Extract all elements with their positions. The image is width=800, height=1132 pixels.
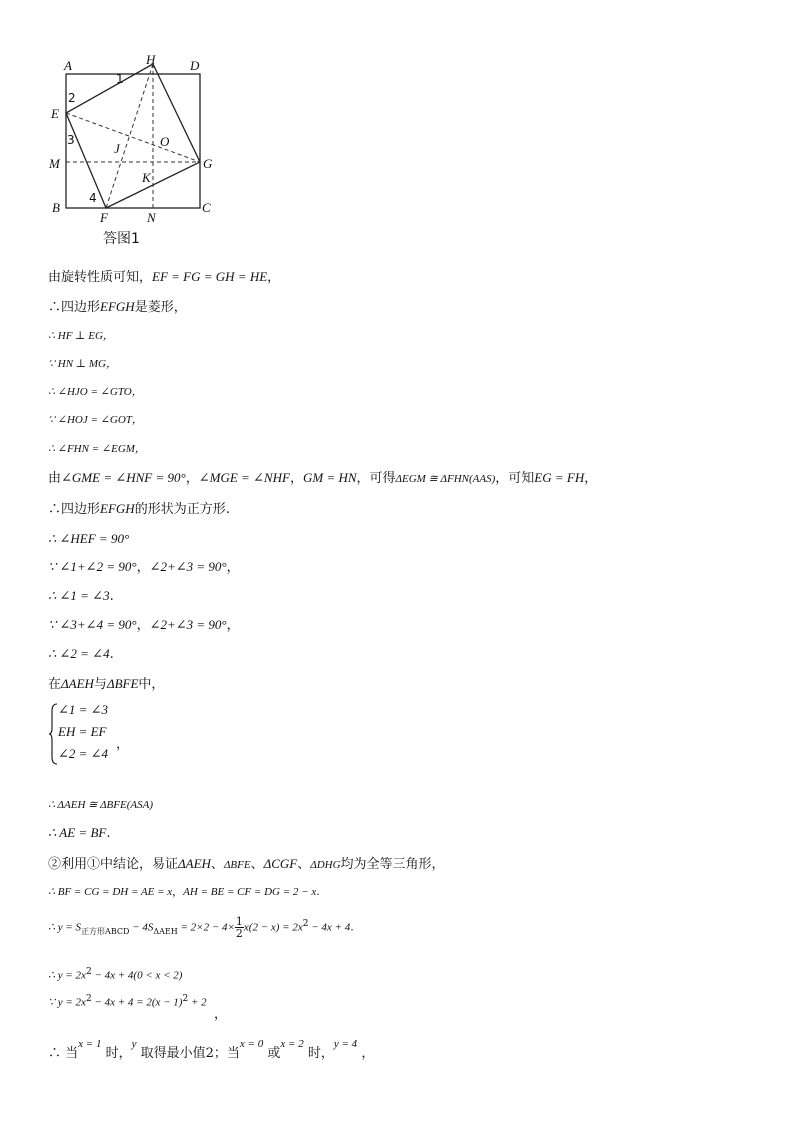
line-23 [48, 1038, 375, 1063]
math: ΔEGM ≅ ΔFHN(AAS) [395, 473, 496, 485]
math: ∠2+∠3 = 90° [149, 559, 227, 574]
line-9 [48, 500, 230, 519]
text: 取得最小值2；当 [140, 1046, 240, 1061]
math: ∴ BF = CG = DH = AE = x [48, 886, 173, 898]
text: 的形状为正方形. [134, 502, 230, 517]
label-f: F [100, 210, 108, 225]
text: 、 [210, 857, 224, 872]
text: 时， [307, 1046, 334, 1061]
math: AH = BE = CF = DG = 2 − x [183, 886, 317, 898]
system-line-3: ∠2 = ∠4 [58, 746, 109, 761]
text: ， [172, 885, 184, 898]
line-3: ∴ HF ⊥ EG， [48, 330, 114, 342]
text: ，可知 [495, 471, 535, 486]
figure-caption: 答图1 [103, 231, 140, 247]
text: ②利用①中结论，易证 [48, 857, 179, 872]
text: . [109, 647, 114, 662]
text: ， [226, 618, 240, 633]
angle-label-3: 3 [67, 133, 75, 147]
text: 均为全等三角形， [340, 857, 445, 872]
line-22-end: ， [214, 1007, 228, 1022]
math: − 4S [129, 921, 154, 934]
label-k: K [142, 170, 151, 185]
text: 、 [297, 857, 311, 872]
text: ， [289, 471, 303, 486]
angle-label-2: 2 [68, 91, 76, 105]
label-e: E [51, 106, 59, 121]
quadrilateral-efgh [66, 64, 200, 208]
text: 在 [48, 677, 62, 692]
superscript: 2 [182, 994, 189, 1004]
math: EF = FG = GH = HE [152, 269, 268, 284]
text: 由旋转性质可知， [48, 270, 153, 285]
text: ， [136, 560, 150, 575]
text: 或 [267, 1046, 281, 1061]
math: ∴ AE = BF [48, 825, 107, 840]
line-18 [48, 855, 445, 874]
text: ， [267, 270, 281, 285]
math: ∵ y = 2x [48, 996, 86, 1009]
angle-label-4: 4 [89, 191, 97, 205]
line-7: ∴ ∠FHN = ∠EGM， [48, 443, 146, 455]
text: 与 [93, 677, 107, 692]
dashed-hf [106, 64, 153, 208]
line-14 [48, 645, 114, 664]
text: ， [584, 471, 598, 486]
math: + 2 [188, 996, 207, 1009]
line-12 [48, 587, 114, 606]
line-19 [48, 883, 320, 901]
angle-label-1: 1 [116, 72, 124, 86]
line-4: ∵ HN ⊥ MG， [48, 358, 117, 370]
system-line-2: EH = EF [58, 724, 107, 739]
text: . [109, 589, 114, 604]
math: x(2 − x) = 2x [243, 921, 303, 934]
math: y = 4 [333, 1038, 358, 1050]
label-o: O [160, 134, 170, 149]
math: ΔDHG [310, 859, 341, 871]
line-8 [48, 469, 597, 488]
math: EG = FH [534, 470, 585, 485]
label-a: A [64, 58, 72, 73]
math: − 4x + 4(0 < x < 2) [91, 969, 183, 982]
label-n: N [147, 210, 156, 225]
math: ∠2+∠3 = 90° [149, 617, 227, 632]
math: − 4x + 4 = 2(x − 1) [91, 996, 183, 1009]
line-2 [48, 298, 187, 317]
line-20 [48, 915, 354, 941]
text: ∴四边形 [48, 300, 101, 315]
math: ΔAEH [178, 856, 211, 871]
text: ， [226, 560, 240, 575]
square-abcd [66, 74, 200, 208]
math: ΔAEH [61, 676, 94, 691]
system-line-1: ∠1 = ∠3 [58, 702, 109, 717]
math: ∵ ∠3+∠4 = 90° [48, 617, 137, 632]
math: x = 0 [239, 1038, 264, 1050]
line-16: ∴ ΔAEH ≅ ΔBFE(ASA) [48, 799, 153, 811]
line-13 [48, 616, 240, 635]
superscript: 2 [85, 967, 92, 977]
math: x = 1 [78, 1038, 102, 1050]
text: ∴四边形 [48, 502, 101, 517]
fraction-half [235, 916, 244, 939]
subscript: ΔAEH [153, 926, 178, 936]
math: ∵ ∠1+∠2 = 90° [48, 559, 137, 574]
text: ，可得 [356, 471, 396, 486]
numerator: 1 [235, 915, 243, 929]
text: 中， [138, 677, 165, 692]
line-17 [48, 824, 110, 843]
math: − 4x + 4 [308, 921, 351, 934]
text: . [350, 920, 354, 934]
text: ， [361, 1046, 375, 1061]
label-b: B [52, 200, 60, 215]
label-m: M [49, 156, 60, 171]
math: ∴ ∠2 = ∠4 [48, 646, 110, 661]
line-5: ∴ ∠HJO = ∠GTO， [48, 386, 143, 398]
math: ∠GME = ∠HNF = 90° [61, 470, 186, 485]
math: EFGH [100, 501, 135, 516]
label-d: D [190, 58, 200, 73]
line-6: ∵ ∠HOJ = ∠GOT， [48, 414, 143, 426]
left-brace [48, 703, 58, 765]
text: 、 [250, 857, 264, 872]
line-10: ∴ ∠HEF = 90° [48, 531, 130, 546]
line-11 [48, 558, 240, 577]
text: ， [136, 618, 150, 633]
text: ， [185, 471, 199, 486]
label-g: G [203, 156, 213, 171]
line-21 [48, 963, 182, 985]
math: EFGH [100, 299, 135, 314]
math: ΔCGF [263, 856, 298, 871]
math: ∴ y = 2x [48, 969, 86, 982]
subscript: 正方形ABCD [81, 926, 130, 936]
math: ΔBFE [106, 676, 139, 691]
label-c: C [202, 200, 211, 215]
math: ∴ ∠1 = ∠3 [48, 588, 110, 603]
superscript: 2 [85, 994, 92, 1004]
math: x = 2 [280, 1038, 304, 1050]
line-15 [48, 675, 164, 694]
superscript: 2 [302, 919, 309, 929]
label-j: J [114, 141, 120, 156]
math: y [131, 1038, 137, 1050]
math: GM = HN [302, 470, 357, 485]
math: ∴ y = S [48, 921, 82, 934]
label-h: H [146, 52, 156, 67]
math: ΔBFE [223, 859, 251, 871]
line-1 [48, 268, 280, 287]
geometry-figure [40, 50, 240, 250]
math: = 2×2 − 4× [177, 921, 235, 934]
denominator: 2 [235, 927, 243, 941]
text: ∴ 当 [48, 1046, 79, 1061]
text: 是菱形， [134, 300, 187, 315]
math: ∠MGE = ∠NHF [198, 470, 290, 485]
text: . [106, 826, 111, 841]
text: . [316, 885, 320, 898]
system-end: ， [116, 737, 130, 752]
text: 由 [48, 471, 62, 486]
line-22 [48, 990, 207, 1012]
text: 时， [105, 1046, 132, 1061]
